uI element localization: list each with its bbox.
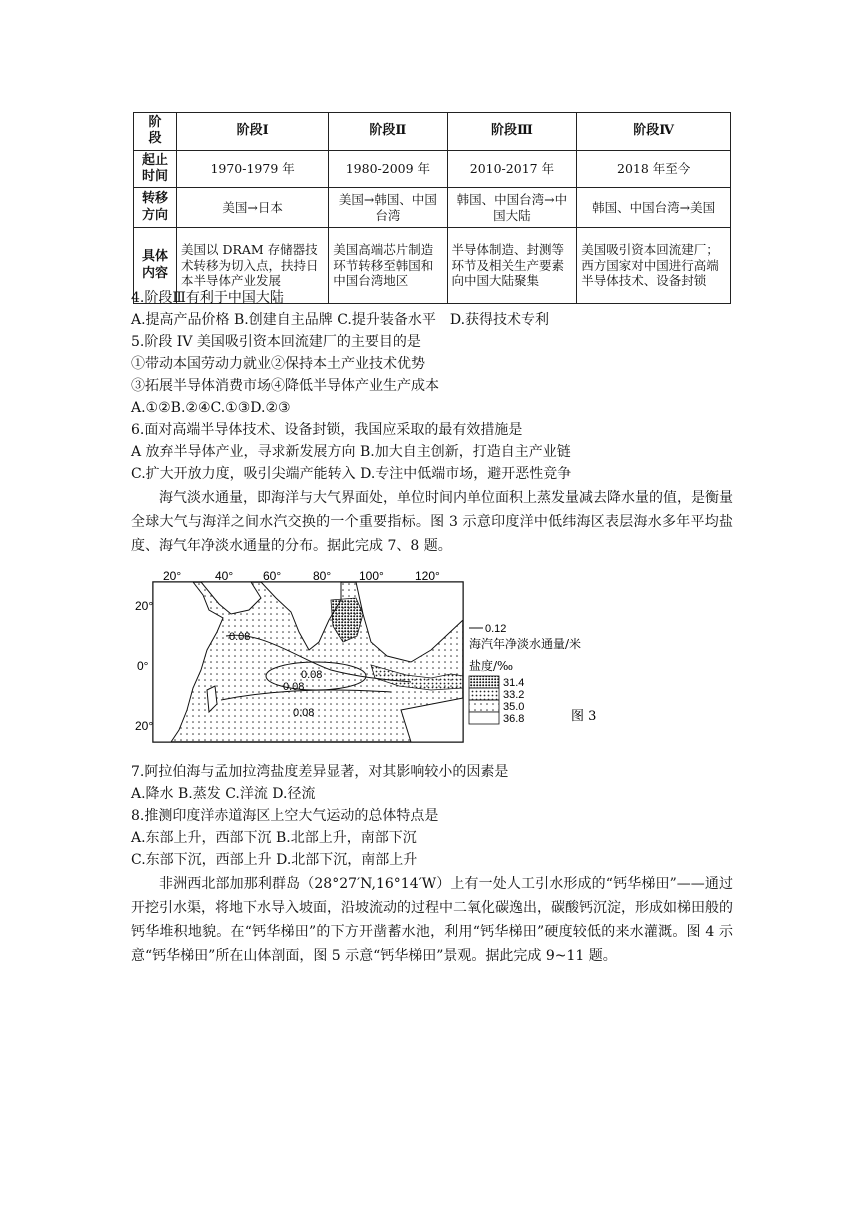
question-5-line-1: ①带动本国劳动力就业②保持本土产业技术优势 — [131, 356, 425, 372]
contour-label: 0.08 — [283, 681, 305, 693]
question-5: 5.阶段 IV 美国吸引资本回流建厂的主要目的是 — [131, 334, 421, 350]
question-8: 8.推测印度洋赤道海区上空大气运动的总体特点是 — [131, 808, 439, 824]
figure-label: 图 3 — [571, 709, 597, 724]
latitude-label: 20° — [135, 599, 154, 613]
table-header-cell: 阶 段 — [134, 113, 177, 151]
table-cell: 韩国、中国台湾→美国 — [577, 188, 731, 228]
table-cell: 韩国、中国台湾→中国大陆 — [447, 188, 577, 228]
contour-label: 0.08 — [301, 669, 323, 681]
legend-swatch — [469, 700, 499, 712]
question-4-options: A.提高产品价格 B.创建自主品牌 C.提升装备水平 D.获得技术专利 — [131, 312, 550, 328]
table-cell: 1970-1979 年 — [176, 150, 328, 188]
table-cell: 2010-2017 年 — [447, 150, 577, 188]
table-cell: 美国→韩国、中国台湾 — [329, 188, 447, 228]
table-header-cell: 阶段Ⅱ — [329, 113, 447, 151]
question-6: 6.面对高端半导体技术、设备封锁，我国应采取的最有效措施是 — [131, 422, 523, 438]
legend-sample-value: 0.12 — [485, 623, 507, 635]
longitude-label: 40° — [215, 570, 234, 583]
question-4: 4.阶段Ⅲ有利于中国大陆 — [131, 290, 284, 306]
legend-salinity-value: 35.0 — [503, 701, 525, 713]
table-header-row — [134, 113, 731, 151]
question-5-line-2: ③拓展半导体消费市场④降低半导体产业生产成本 — [131, 378, 439, 394]
question-7: 7.阿拉伯海与孟加拉湾盐度差异显著，对其影响较小的因素是 — [131, 764, 509, 780]
question-5-options: A.①②B.②④C.①③D.②③ — [131, 400, 291, 416]
longitude-label: 60° — [263, 570, 282, 583]
legend-flux-title: 海汽年净淡水通量/米 — [469, 637, 582, 651]
table-cell: 2018 年至今 — [577, 150, 731, 188]
longitude-label: 20° — [163, 570, 182, 583]
question-8-line-1: A.东部上升，西部下沉 B.北部上升，南部下沉 — [131, 830, 417, 846]
map-legend — [469, 623, 581, 725]
indian-ocean-salinity-map — [131, 570, 631, 750]
semiconductor-transfer-table — [133, 112, 731, 304]
legend-salinity-value: 33.2 — [503, 689, 525, 701]
table-cell: 美国高端芯片制造环节转移至韩国和中国台湾地区 — [329, 228, 447, 304]
table-cell: 美国→日本 — [176, 188, 328, 228]
legend-swatch — [469, 712, 499, 724]
intro-paragraph-9-11: 非洲西北部加那利群岛（28°27′N,16°14′W）上有一处人工引水形成的“钙华梯田”——通过开挖引水渠，将地下水导入坡面，沿坡流动的过程中二氧化碳逸出，碳酸钙沉淀，形成如梯田般的钙华堆积地貌。在“钙华梯田”的下方开凿蓄水池，利用“钙华梯田”硬度较低的来水灌溉。图 4 示意“钙华梯田”所在山体剖面，图 5 示意“钙华梯田”景观。据此完成 9~11 题。 — [131, 876, 733, 964]
table-header-cell: 阶段Ⅲ — [447, 113, 577, 151]
table-row — [134, 188, 731, 228]
latitude-label: 20° — [135, 719, 154, 733]
table-cell: 美国吸引资本回流建厂；西方国家对中国进行高端半导体技术、设备封锁 — [577, 228, 731, 304]
intro-paragraph-7-8: 海气淡水通量，即海洋与大气界面处，单位时间内单位面积上蒸发量减去降水量的值，是衡量全球大气与海洋之间水汽交换的一个重要指标。图 3 示意印度洋中低纬海区表层海水多年平均盐度、海气年净淡水通量的分布。据此完成 7、8 题。 — [131, 490, 733, 554]
question-8-line-2: C.东部下沉，西部上升 D.北部下沉，南部上升 — [131, 852, 418, 868]
question-6-line-1: A 放弃半导体产业，寻求新发展方向 B.加大自主创新，打造自主产业链 — [131, 444, 571, 460]
row-label: 转移方向 — [134, 188, 177, 228]
table-header-cell: 阶段Ⅳ — [577, 113, 731, 151]
legend-swatch — [469, 676, 499, 688]
table-cell: 1980-2009 年 — [329, 150, 447, 188]
legend-swatch — [469, 688, 499, 700]
longitude-label: 120° — [415, 570, 440, 583]
contour-label: 0.08 — [229, 631, 251, 643]
table-cell: 半导体制造、封测等环节及相关生产要素向中国大陆聚集 — [447, 228, 577, 304]
legend-salinity-title: 盐度/‰ — [469, 659, 514, 673]
table-row — [134, 150, 731, 188]
latitude-label: 0° — [137, 659, 149, 673]
table-cell: 美国以 DRAM 存储器技术转移为切入点，扶持日本半导体产业发展 — [176, 228, 328, 304]
table-header-cell: 阶段Ⅰ — [176, 113, 328, 151]
longitude-label: 80° — [313, 570, 332, 583]
question-7-options: A.降水 B.蒸发 C.洋流 D.径流 — [131, 786, 316, 802]
question-6-line-2: C.扩大开放力度，吸引尖端产能转入 D.专注中低端市场，避开恶性竞争 — [131, 466, 572, 482]
row-label: 具体内容 — [134, 228, 177, 304]
legend-salinity-value: 31.4 — [503, 677, 525, 689]
row-label: 起止时间 — [134, 150, 177, 188]
legend-salinity-value: 36.8 — [503, 713, 525, 725]
contour-label: 0.08 — [293, 707, 315, 719]
longitude-label: 100° — [359, 570, 384, 583]
